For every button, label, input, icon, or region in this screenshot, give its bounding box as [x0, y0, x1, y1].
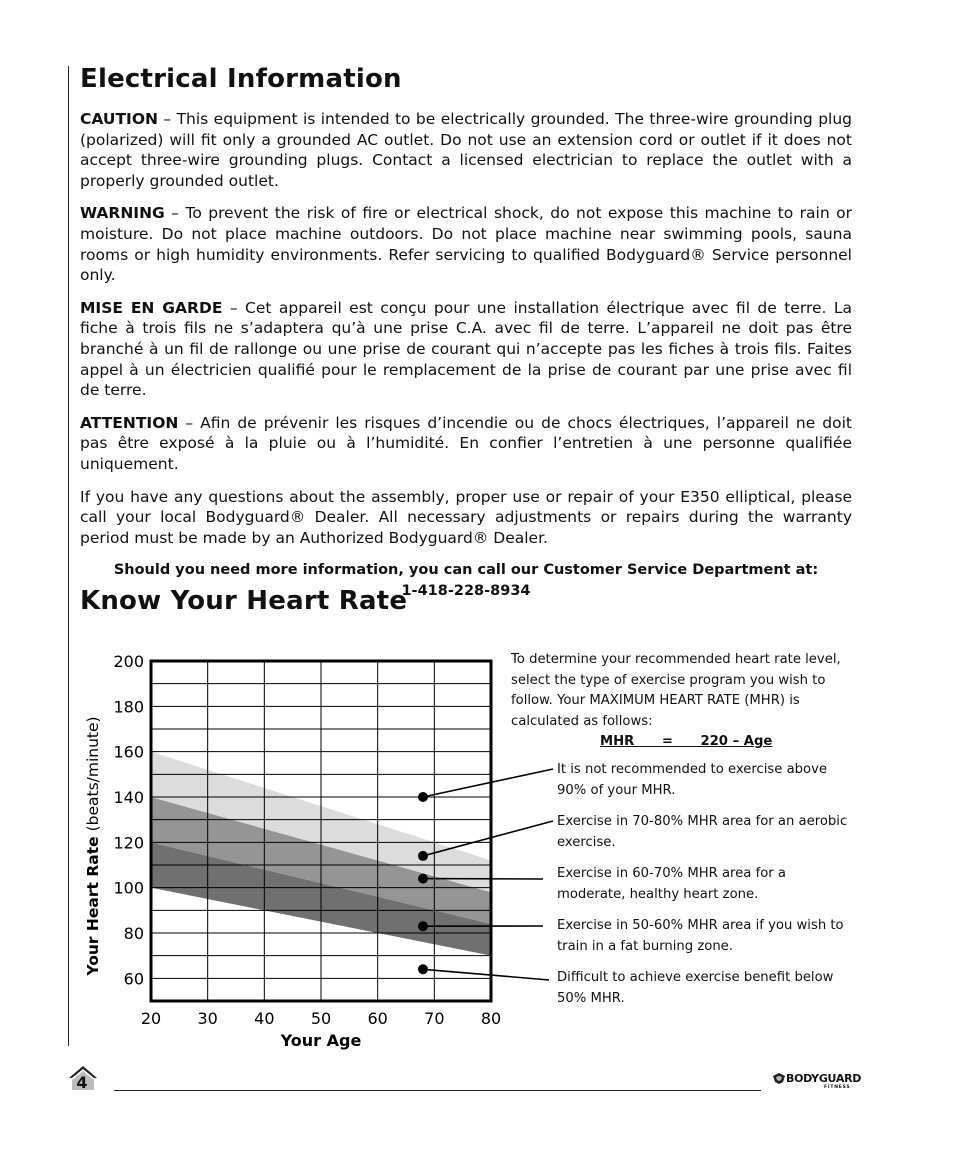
- brand-subtitle: FITNESS: [824, 1085, 851, 1090]
- attention-label: ATTENTION: [80, 413, 179, 432]
- callout-above-90: It is not recommended to exercise above 90% of your MHR.: [557, 762, 828, 798]
- x-tick-label: 30: [197, 1009, 218, 1028]
- y-tick-label: 100: [113, 878, 144, 898]
- page-number: 4: [76, 1073, 88, 1092]
- warning-label: WARNING: [80, 204, 165, 223]
- x-tick-label: 20: [140, 1009, 162, 1028]
- bodyguard-shield-icon: [772, 1073, 786, 1085]
- zone-marker: [418, 851, 428, 861]
- phone-number: 1-418-228-8934: [401, 583, 531, 600]
- y-axis-label-bold: Your Heart Rate: [84, 836, 102, 976]
- y-tick-label: 200: [113, 652, 144, 671]
- mise-en-garde-text: – Cet appareil est conçu pour une installation électrique avec fil de terre. La fiche à trois fils ne s’adaptera qu’à une prise C.A. avec fil de terre. L’appareil ne doit pas être branché à un fil de rallonge ou une prise de courant qui n’accepte pas les fiches à trois fils. Faites appel à un électricien qualifié pour le remplacement de la prise de courant par une prise avec fil de terre.: [80, 298, 853, 400]
- y-tick-label: 60: [123, 969, 144, 989]
- callout-50-60: Exercise in 50-60% MHR area if you wish to train in a fat burning zone.: [557, 918, 844, 954]
- y-tick-label: 80: [123, 924, 144, 943]
- questions-paragraph: If you have any questions about the assembly, proper use or repair of your E350 elliptical, please call your local Bodyguard® Dealer. All necessary adjustments or repairs during the warranty period must be made by an Authorized Bodyguard® Dealer.: [80, 487, 852, 547]
- y-tick-label: 160: [113, 742, 144, 762]
- y-tick-label: 120: [113, 833, 144, 853]
- zone-marker: [418, 792, 428, 802]
- electrical-information-title: Electrical Information: [80, 64, 402, 94]
- y-tick-labels: [113, 652, 144, 988]
- attention-text: – Afin de prévenir les risques d’incendie ou de chocs électriques, l’appareil ne doit pas être exposé à la pluie ou à l’humidité. En confier l’entretien à une personne qualifiée uniquement.: [80, 413, 852, 473]
- mhr-formula: MHR = 220 – Age: [600, 734, 773, 749]
- zone-marker: [418, 921, 428, 931]
- footer-rule: [114, 1090, 761, 1091]
- zone-marker: [418, 874, 428, 884]
- callout-below-50: Difficult to achieve exercise benefit below 50% MHR.: [557, 970, 834, 1006]
- callout-60-70: Exercise in 60-70% MHR area for a moderate, healthy heart zone.: [557, 866, 786, 902]
- mise-en-garde-label: MISE EN GARDE: [80, 298, 223, 317]
- caution-label: CAUTION: [80, 110, 158, 128]
- x-tick-labels: [141, 1009, 501, 1028]
- x-axis-label: Your Age: [280, 1031, 362, 1050]
- bodyguard-logo: [772, 1072, 862, 1094]
- zone-marker: [418, 964, 428, 974]
- leader-line: [423, 769, 553, 797]
- heart-rate-intro: [511, 650, 861, 753]
- x-tick-label: 50: [310, 1009, 332, 1028]
- brand-name: BODYGUARD: [786, 1072, 862, 1085]
- y-tick-label: 140: [113, 788, 144, 807]
- x-tick-label: 40: [254, 1009, 275, 1028]
- y-tick-label: 180: [113, 697, 144, 717]
- x-tick-label: 60: [367, 1009, 388, 1028]
- y-axis-label: [84, 716, 102, 976]
- customer-service-text: Should you need more information, you can call our Customer Service Department at:: [113, 562, 819, 579]
- y-axis-label-unit: (beats/minute): [84, 716, 102, 837]
- intro-text: To determine your recommended heart rate level, select the type of exercise program you wish to follow. Your MAXIMUM HEART RATE (MHR) is calculated as follows:: [511, 652, 841, 729]
- warning-text: – To prevent the risk of fire or electrical shock, do not expose this machine to rain or moisture. Do not place machine outdoors. Do not place machine near swimming pools, sauna rooms or high humidity environments. Refer servicing to qualified Bodyguard® Service personnel only.: [80, 204, 852, 285]
- callout-70-80: Exercise in 70-80% MHR area for an aerobic exercise.: [557, 814, 848, 850]
- x-tick-label: 80: [480, 1009, 502, 1028]
- caution-text: – This equipment is intended to be electrically grounded. The three-wire grounding plug (polarized) will fit only a grounded AC outlet. Do not use an extension cord or outlet if it does not accept three-wire grounding plugs. Contact a licensed electrician to replace the outlet with a properly grounded outlet.: [80, 110, 852, 190]
- leader-line: [423, 821, 553, 856]
- x-tick-label: 70: [424, 1009, 445, 1028]
- page-number-badge: [66, 1060, 102, 1096]
- know-your-heart-rate-title: Know Your Heart Rate: [80, 586, 408, 616]
